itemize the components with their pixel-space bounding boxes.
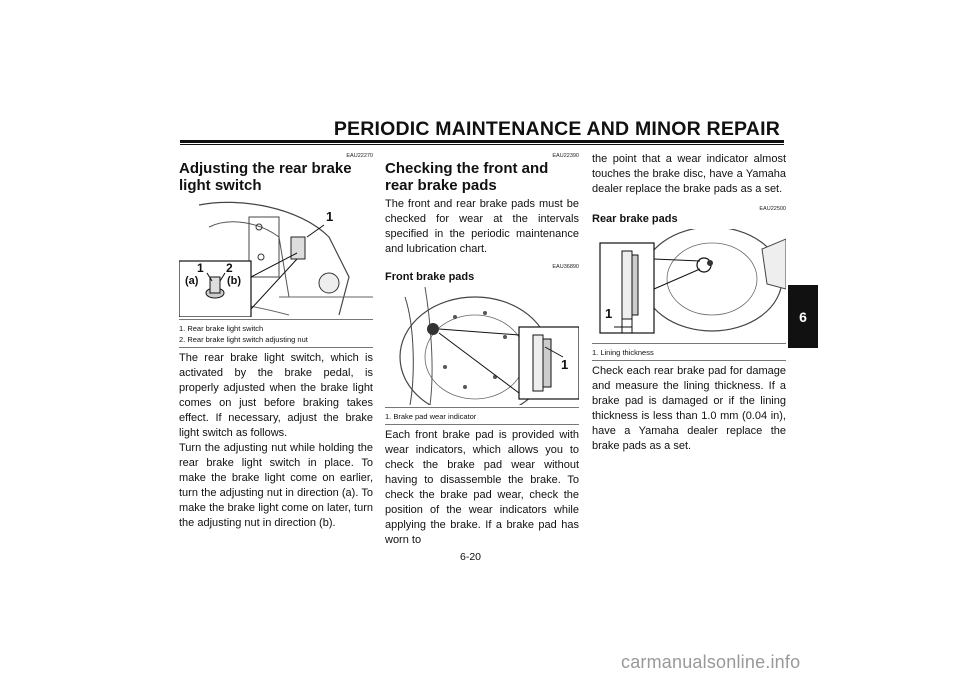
caption-rule — [592, 360, 786, 361]
body-paragraph: Each front brake pad is provided with wear indicators, which allows you to check the brake pad wear without having to disassemble the brake. To check the brake pad wear, check the position of the wear indicators while applying the brake. If a brake pad has worn to — [385, 429, 579, 546]
header-rule-thin — [180, 144, 784, 145]
rear-brake-pad-figure — [592, 229, 786, 341]
subsection-code: EAU36890 — [552, 264, 579, 270]
subsection-title: Rear brake pads — [592, 213, 678, 225]
body-paragraph: Check each rear brake pad for damage and measure the lining thickness. If a brake pad is damaged or if the lining thickness is less than 1.0 mm (0.04 in), have a Yamaha dealer replace the brake pads as a set. — [592, 365, 786, 452]
inset-label-a: (a) — [185, 275, 199, 287]
caption-1: 1. Rear brake light switch — [179, 324, 264, 333]
front-brake-pad-figure — [385, 287, 579, 405]
column-3 — [592, 152, 786, 454]
header-rule — [180, 140, 784, 143]
body-paragraph: The rear brake light switch, which is activated by the brake pedal, is properly adjusted when the brake light comes on just before braking takes effect. If necessary, adjust the brake light switch as follows. — [179, 352, 373, 439]
caption-rule — [592, 343, 786, 344]
caption-rule — [385, 424, 579, 425]
intro-paragraph: The front and rear brake pads must be checked for wear at the intervals specified in the periodic maintenance and lubrication chart. — [385, 198, 579, 255]
caption-rule — [179, 319, 373, 320]
caption-1: 1. Lining thickness — [592, 348, 654, 357]
page-number: 6-20 — [460, 551, 482, 563]
caption-rule — [179, 347, 373, 348]
section-code: EAU22270 — [346, 153, 373, 159]
column-2 — [385, 152, 579, 548]
subsection-title: Front brake pads — [385, 271, 475, 283]
caption-2: 2. Rear brake light switch adjusting nut — [179, 335, 308, 344]
callout-1: 1 — [605, 306, 613, 321]
watermark: carmanualsonline.info — [621, 652, 801, 672]
body-paragraph-continued: the point that a wear indicator almost touches the brake disc, have a Yamaha dealer replace the brake pads as a set. — [592, 153, 786, 195]
inset-label-1: 1 — [197, 261, 204, 275]
column-1 — [179, 152, 373, 531]
caption-1: 1. Brake pad wear indicator — [385, 412, 477, 421]
section-title: Checking the front and rear brake pads — [385, 160, 549, 194]
callout-1: 1 — [326, 209, 334, 224]
section-code: EAU22390 — [552, 153, 579, 159]
callout-1: 1 — [561, 357, 569, 372]
subsection-code: EAU22500 — [759, 206, 786, 212]
inset-label-b: (b) — [227, 275, 242, 287]
section-title: Adjusting the rear brake light switch — [179, 160, 352, 194]
page-header-title: PERIODIC MAINTENANCE AND MINOR REPAIR — [333, 118, 780, 140]
brake-light-switch-figure — [179, 197, 373, 317]
inset-label-2: 2 — [226, 261, 233, 275]
body-paragraph: Turn the adjusting nut while holding the rear brake light switch in place. To make the brake light come on earlier, turn the adjusting nut in direction (a). To make the brake light come on later, turn the adjusting nut in direction (b). — [179, 442, 373, 529]
caption-rule — [385, 407, 579, 408]
chapter-tab: 6 — [788, 285, 818, 348]
